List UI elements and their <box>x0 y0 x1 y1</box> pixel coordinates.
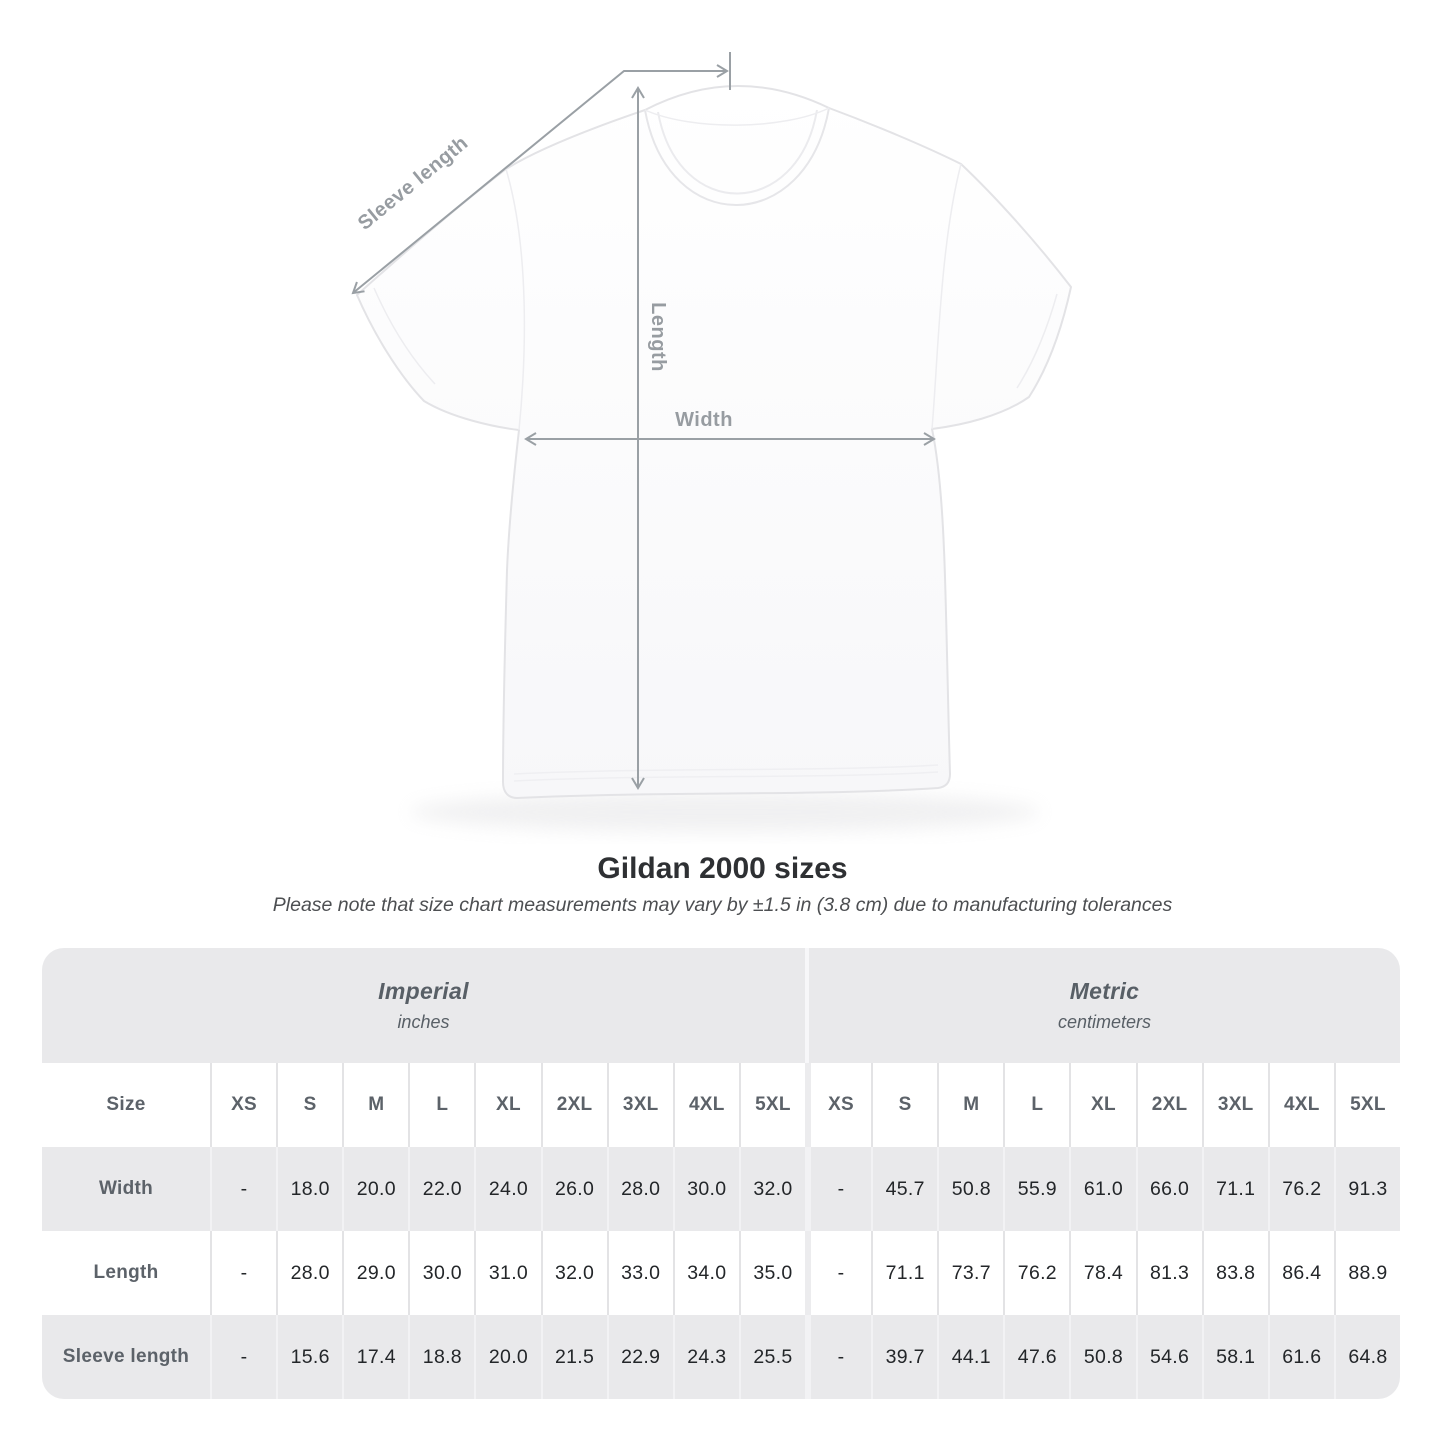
row-label: Length <box>93 1262 159 1283</box>
shirt-shadow <box>410 792 1040 832</box>
size-column-header: Size <box>106 1094 146 1115</box>
table-cell: 88.9 <box>1334 1231 1400 1315</box>
table-cell: 55.9 <box>1003 1147 1069 1231</box>
table-cell: 30.0 <box>408 1231 474 1315</box>
table-cell: 32.0 <box>541 1231 607 1315</box>
imperial-group-header <box>42 948 805 1063</box>
metric-label: Metric <box>1069 978 1140 1004</box>
table-cell: 81.3 <box>1136 1231 1202 1315</box>
table-cell: 35.0 <box>739 1231 805 1315</box>
table-cell: - <box>210 1147 276 1231</box>
metric-group-header <box>805 948 1400 1063</box>
table-cell: 31.0 <box>474 1231 540 1315</box>
imperial-size-header: S <box>276 1063 342 1147</box>
table-cell: - <box>805 1315 871 1399</box>
table-cell: 28.0 <box>607 1147 673 1231</box>
table-cell: 78.4 <box>1069 1231 1135 1315</box>
page-subtitle: Please note that size chart measurements may vary by ±1.5 in (3.8 cm) due to manufacturing tolerances <box>272 894 1173 916</box>
table-cell: 66.0 <box>1136 1147 1202 1231</box>
table-cell: 20.0 <box>342 1147 408 1231</box>
metric-unit: centimeters <box>1057 1012 1151 1032</box>
table-cell: 61.6 <box>1268 1315 1334 1399</box>
metric-size-header: 5XL <box>1334 1063 1400 1147</box>
row-label: Sleeve length <box>62 1346 190 1367</box>
size-header-row <box>42 1063 1400 1147</box>
table-cell: 61.0 <box>1069 1147 1135 1231</box>
table-cell: - <box>210 1231 276 1315</box>
table-cell: 54.6 <box>1136 1315 1202 1399</box>
imperial-size-header: 2XL <box>541 1063 607 1147</box>
table-cell: 47.6 <box>1003 1315 1069 1399</box>
tshirt-illustration <box>357 86 1071 798</box>
table-cell: 15.6 <box>276 1315 342 1399</box>
width-label: Width <box>675 409 733 431</box>
table-cell: 71.1 <box>871 1231 937 1315</box>
metric-size-header: 3XL <box>1202 1063 1268 1147</box>
imperial-size-header: M <box>342 1063 408 1147</box>
table-cell: 24.3 <box>673 1315 739 1399</box>
table-cell: 33.0 <box>607 1231 673 1315</box>
imperial-size-header: 4XL <box>673 1063 739 1147</box>
length-label: Length <box>647 302 669 372</box>
table-cell: 91.3 <box>1334 1147 1400 1231</box>
table-cell: 32.0 <box>739 1147 805 1231</box>
width-row <box>42 1147 1400 1231</box>
sleeve-length-row <box>42 1315 1400 1399</box>
table-cell: 18.0 <box>276 1147 342 1231</box>
metric-size-header: L <box>1003 1063 1069 1147</box>
table-cell: 29.0 <box>342 1231 408 1315</box>
table-cell: 28.0 <box>276 1231 342 1315</box>
length-row <box>42 1231 1400 1315</box>
table-cell: 86.4 <box>1268 1231 1334 1315</box>
table-cell: 18.8 <box>408 1315 474 1399</box>
table-cell: 21.5 <box>541 1315 607 1399</box>
table-cell: - <box>210 1315 276 1399</box>
tshirt-measurement-diagram <box>300 30 1120 850</box>
imperial-size-header: 3XL <box>607 1063 673 1147</box>
table-cell: 50.8 <box>1069 1315 1135 1399</box>
table-cell: - <box>805 1147 871 1231</box>
table-cell: 17.4 <box>342 1315 408 1399</box>
sleeve-length-label: Sleeve length <box>353 131 473 235</box>
table-cell: 22.0 <box>408 1147 474 1231</box>
imperial-size-header: L <box>408 1063 474 1147</box>
table-cell: 50.8 <box>937 1147 1003 1231</box>
metric-size-header: XS <box>805 1063 871 1147</box>
table-cell: 45.7 <box>871 1147 937 1231</box>
imperial-size-header: 5XL <box>739 1063 805 1147</box>
table-cell: 25.5 <box>739 1315 805 1399</box>
table-cell: 34.0 <box>673 1231 739 1315</box>
table-cell: 71.1 <box>1202 1147 1268 1231</box>
page-title: Gildan 2000 sizes <box>597 852 848 885</box>
table-cell: 20.0 <box>474 1315 540 1399</box>
size-table <box>42 948 1400 1399</box>
table-cell: 64.8 <box>1334 1315 1400 1399</box>
table-cell: 83.8 <box>1202 1231 1268 1315</box>
table-cell: 22.9 <box>607 1315 673 1399</box>
metric-size-header: XL <box>1069 1063 1135 1147</box>
table-cell: 30.0 <box>673 1147 739 1231</box>
metric-size-header: 2XL <box>1136 1063 1202 1147</box>
row-label: Width <box>98 1178 154 1199</box>
metric-size-header: S <box>871 1063 937 1147</box>
table-cell: 39.7 <box>871 1315 937 1399</box>
table-cell: 44.1 <box>937 1315 1003 1399</box>
table-cell: 26.0 <box>541 1147 607 1231</box>
table-cell: 73.7 <box>937 1231 1003 1315</box>
metric-size-header: 4XL <box>1268 1063 1334 1147</box>
imperial-size-header: XL <box>474 1063 540 1147</box>
table-cell: - <box>805 1231 871 1315</box>
table-cell: 76.2 <box>1003 1231 1069 1315</box>
imperial-size-header: XS <box>210 1063 276 1147</box>
table-cell: 76.2 <box>1268 1147 1334 1231</box>
unit-group-band <box>42 948 1400 1063</box>
table-cell: 58.1 <box>1202 1315 1268 1399</box>
metric-size-header: M <box>937 1063 1003 1147</box>
imperial-unit: inches <box>397 1012 450 1032</box>
imperial-label: Imperial <box>378 978 469 1004</box>
table-cell: 24.0 <box>474 1147 540 1231</box>
